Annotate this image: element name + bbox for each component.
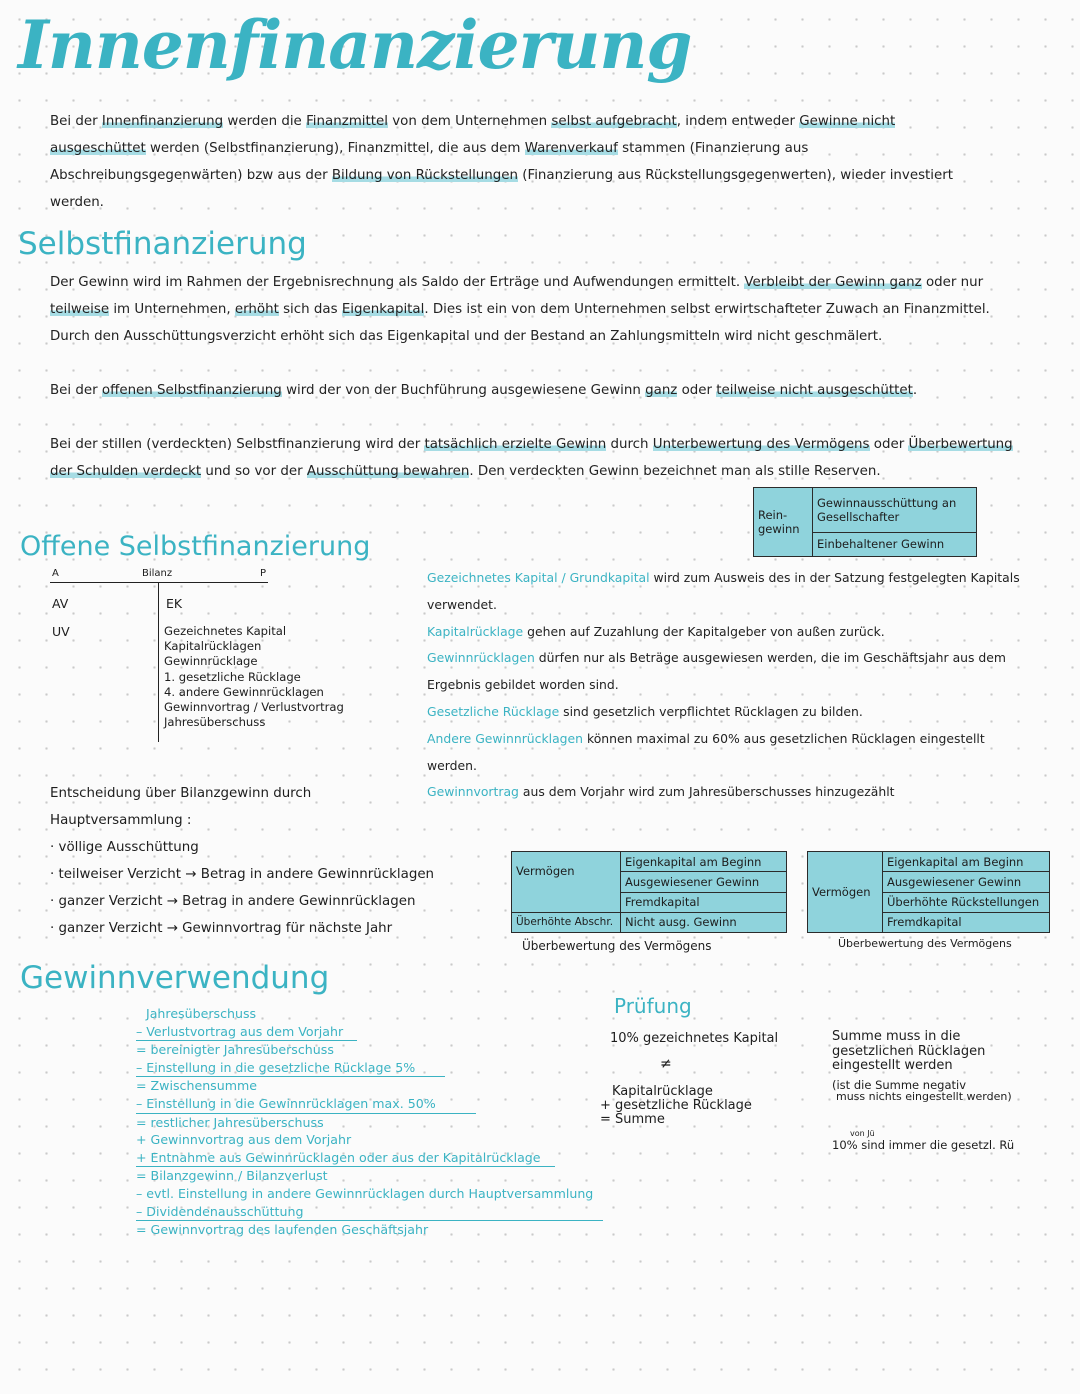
bilanz-vertical-line: [158, 582, 159, 742]
step: = Gewinnvortrag des laufenden Geschäftsjahr: [136, 1222, 429, 1238]
gewinnverwendung-steps: [136, 1005, 607, 1239]
step: = restlicher Jahresüberschuss: [136, 1114, 324, 1130]
definition-item: Kapitalrücklage gehen auf Zuzahlung der Kapitalgeber von außen zurück.: [427, 623, 885, 639]
box-cell: Überhöhte Rückstellungen: [883, 892, 1050, 912]
box1-caption: Überbewertung des Vermögens: [522, 939, 712, 953]
pruefung-heading: Prüfung: [614, 994, 692, 1018]
bilanz-ek-items: [164, 624, 344, 730]
decision-item: · völlige Ausschüttung: [50, 840, 199, 855]
pruefung-line: 10% gezeichnetes Kapital: [610, 1031, 779, 1046]
definitions-list: [427, 565, 1037, 806]
pruefung-note: Summe muss in die gesetzlichen Rücklagen eingestellt werden (ist die Summe negativ muss nichts eingestellt werden): [832, 1029, 1012, 1103]
definition-item: Gewinnrücklagen dürfen nur als Beträge ausgewiesen werden, die im Geschäftsjahr aus dem Ergebnis gebildet worden sind.: [427, 650, 1006, 693]
definition-item: Gezeichnetes Kapital / Grundkapital wird zum Ausweis des in der Satzung festgelegten Kapitals verwendet.: [427, 570, 1020, 612]
section-heading-selbstfinanzierung: Selbstfinanzierung: [18, 226, 307, 262]
box-cell: Nicht ausg. Gewinn: [621, 912, 787, 932]
box-cell: Ausgewiesener Gewinn: [883, 872, 1050, 892]
bilanz-item: Jahresüberschuss: [164, 715, 266, 730]
not-equal-sign: ≠: [660, 1056, 672, 1072]
bilanz-ek: EK: [166, 596, 183, 611]
step: = Bilanzgewinn / Bilanzverlust: [136, 1168, 328, 1184]
step: – Einstellung in die Gewinnrücklagen max. 50%: [136, 1095, 476, 1114]
step: = bereinigter Jahresüberschuss: [136, 1042, 334, 1058]
vermoegen-cell: Vermögen: [512, 852, 621, 913]
pruefung-footnote: 10% sind immer die gesetzl. Rü: [832, 1138, 1015, 1152]
ueberhoehte-abschr-cell: Überhöhte Abschr.: [512, 912, 621, 932]
step: – Dividendenausschüttung: [136, 1203, 603, 1222]
box2-caption: Überbewertung des Vermögens: [838, 937, 1012, 950]
box-cell: Fremdkapital: [883, 912, 1050, 932]
step: = Zwischensumme: [136, 1078, 258, 1094]
selbst-paragraph-3: Bei der stillen (verdeckten) Selbstfinanzierung wird der tatsächlich erzielte Gewinn durch Unterbewertung des Vermögens oder Überbewertung der Schulden verdeckt und so vor der Ausschüttung bewahren. Den verdeckten Gewinn bezeichnet man als stille Reserven.: [50, 437, 1013, 479]
decision-item: · ganzer Verzicht → Gewinnvortrag für nächste Jahr: [50, 921, 393, 936]
bilanz-uv: UV: [52, 624, 70, 639]
box-cell: Eigenkapital am Beginn: [621, 852, 787, 872]
step: + Entnahme aus Gewinnrücklagen oder aus der Kapitalrücklage: [136, 1149, 555, 1168]
reingewinn-cell: Rein-gewinn: [754, 488, 813, 557]
step: – evtl. Einstellung in andere Gewinnrücklagen durch Hauptversammlung: [136, 1185, 594, 1201]
pruefung-formula: Kapitalrücklage + gesetzliche Rücklage = Summe: [600, 1084, 752, 1127]
step: Jahresüberschuss: [146, 1006, 257, 1021]
decision-line: Entscheidung über Bilanzgewinn durch: [50, 786, 312, 801]
bilanz-item: Gewinnvortrag / Verlustvortrag: [164, 700, 344, 715]
section-heading-gewinnverwendung: Gewinnverwendung: [20, 960, 330, 996]
bilanz-av: AV: [52, 596, 69, 611]
definition-item: Gesetzliche Rücklage sind gesetzlich verpflichtet Rücklagen zu bilden.: [427, 703, 863, 719]
step: + Gewinnvortrag aus dem Vorjahr: [136, 1132, 352, 1148]
decision-block: [50, 780, 434, 942]
bilanz-item: 1. gesetzliche Rücklage: [164, 669, 301, 684]
decision-item: · teilweiser Verzicht → Betrag in andere Gewinnrücklagen: [50, 867, 435, 882]
step: – Verlustvortrag aus dem Vorjahr: [136, 1023, 357, 1042]
page-title: Innenfinanzierung: [18, 6, 692, 84]
decision-line: Hauptversammlung :: [50, 813, 192, 828]
reingewinn-table: [753, 487, 977, 557]
section-heading-offene-selbstfinanzierung: Offene Selbstfinanzierung: [20, 531, 371, 562]
bilanz-item: Gewinnrücklage: [164, 654, 258, 669]
bilanz-t-account: [50, 568, 344, 748]
intro-paragraph: Bei der Innenfinanzierung werden die Finanzmittel von dem Unternehmen selbst aufgebracht, indem entweder Gewinne nicht ausgeschüttet werden (Selbstfinanzierung), Finanzmittel, die aus dem Warenverkauf stammen (Finanzierung aus Abschreibungsgegenwärten) bzw aus der Bildung von Rückstellungen (Finanzierung aus Rückstellungsgegenwerten), wieder investiert werden.: [50, 114, 954, 210]
bilanz-horizontal-line: [50, 582, 268, 583]
selbst-paragraph-2: Bei der offenen Selbstfinanzierung wird der von der Buchführung ausgewiesene Gewinn ganz oder teilweise nicht ausgeschüttet.: [50, 383, 918, 398]
vermoegen-cell: Vermögen: [808, 852, 883, 933]
bilanz-item: Gezeichnetes Kapital: [164, 624, 287, 638]
unterbewertung-table: [511, 851, 787, 933]
step: – Einstellung in die gesetzliche Rücklage 5%: [136, 1059, 445, 1078]
bilanz-passiva-label: P: [260, 568, 267, 579]
box-cell: Ausgewiesener Gewinn: [621, 872, 787, 892]
bilanz-item: Kapitalrücklagen: [164, 639, 262, 654]
box-cell: Eigenkapital am Beginn: [883, 852, 1050, 872]
bilanz-item: 4. andere Gewinnrücklagen: [164, 684, 324, 699]
box-cell: Fremdkapital: [621, 892, 787, 912]
bilanz-title: Bilanz: [142, 568, 173, 579]
decision-item: · ganzer Verzicht → Betrag in andere Gewinnrücklagen: [50, 894, 416, 909]
selbst-paragraph-1: Der Gewinn wird im Rahmen der Ergebnisrechnung als Saldo der Erträge und Aufwendungen ermittelt. Verbleibt der Gewinn ganz oder nur teilweise im Unternehmen, erhöht sich das Eigenkapital. Dies ist ein von dem Unternehmen selbst erwirtschafteter Zuwach an Finanzmittel. Durch den Ausschüttungsverzicht erhöht sich das Eigenkapital und der Bestand an Zahlungsmitteln wird nicht geschmälert.: [50, 275, 990, 344]
pruefung-superscript: von Jü: [850, 1129, 875, 1138]
rueckstellungen-table: [807, 851, 1050, 933]
definition-item: Gewinnvortrag aus dem Vorjahr wird zum Jahresüberschusses hinzugezählt: [427, 784, 895, 800]
einbehaltener-gewinn-cell: Einbehaltener Gewinn: [813, 532, 977, 556]
bilanz-aktiva-label: A: [52, 568, 59, 579]
gewinnausschuettung-cell: Gewinnausschüttung an Gesellschafter: [813, 488, 977, 533]
definition-item: Andere Gewinnrücklagen können maximal zu 60% aus gesetzlichen Rücklagen eingestellt werden.: [427, 730, 985, 773]
